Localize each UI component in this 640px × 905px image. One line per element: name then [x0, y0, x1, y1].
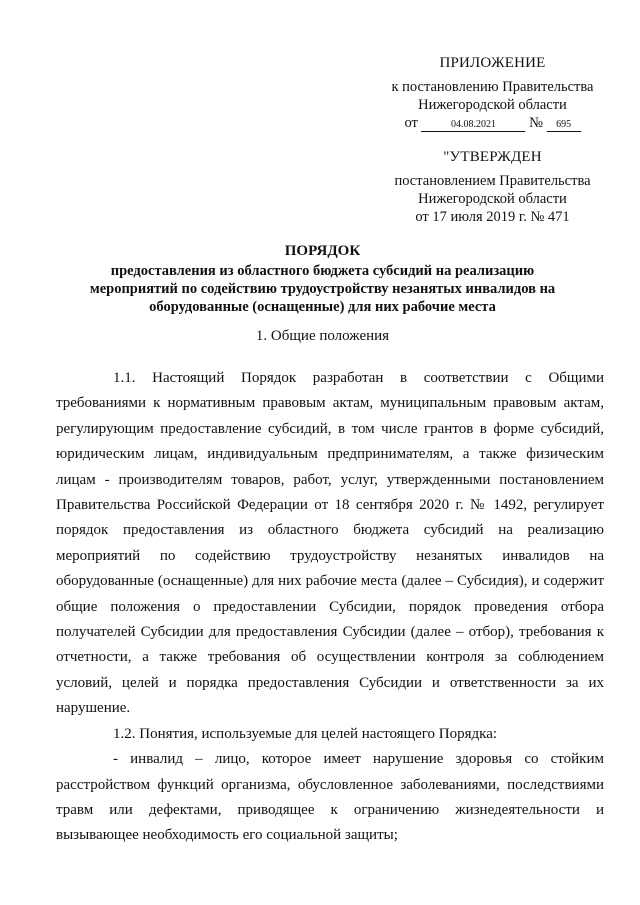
title-line-3: оборудованные (оснащенные) для них рабочие места	[149, 299, 496, 315]
from-label: от	[404, 115, 418, 131]
approved-line-1: постановлением Правительства	[394, 173, 591, 189]
appendix-date-line	[370, 114, 615, 132]
section-heading: 1. Общие положения	[255, 328, 390, 344]
appendix-heading: ПРИЛОЖЕНИЕ	[439, 55, 546, 71]
resolution-date: 04.08.2021	[421, 119, 525, 132]
number-label: №	[529, 115, 543, 131]
resolution-number: 695	[547, 119, 581, 132]
paragraph-1-2: 1.2. Понятия, используемые для целей настоящего Порядка:	[113, 725, 498, 742]
title-line-1: предоставления из областного бюджета субсидий на реализацию	[110, 263, 535, 279]
paragraph-1-1: 1.1. Настоящий Порядок разработан в соответствии с Общими требованиями к нормативным правовым актам, муниципальным правовым актам, регулирующим предоставление субсидий, в том числе грантов в форме субсидий, юридическим лицам, индивидуальным предпринимателям, а также физическим лицам - производителям товаров, работ, услуг, утвержденными постановлением Правительства Российской Федерации от 18 сентября 2020 г. № 1492, регулирует порядок предоставления из областного бюджета субсидий на реализацию мероприятий по содействию трудоустройству незанятых инвалидов на оборудованные (оснащенные) для них рабочие места (далее – Субсидия), и содержит общие положения о предоставлении Субсидии, порядок проведения отбора получателей Субсидии для предоставления Субсидии (далее – отбор), требования к отчетности, а также требования об осуществлении контроля за соблюдением условий, целей и порядка предоставления Субсидии и ответственности за их нарушение.	[56, 370, 604, 717]
appendix-line-2: Нижегородской области	[418, 97, 567, 113]
approved-line-3: от 17 июля 2019 г. № 471	[415, 209, 570, 225]
title-main: ПОРЯДОК	[284, 243, 361, 259]
approved-line-2: Нижегородской области	[418, 191, 567, 207]
paragraph-definition-disabled: - инвалид – лицо, которое имеет нарушение здоровья со стойким расстройством функций организма, обусловленное заболеваниями, последствиями травм или дефектами, приводящее к ограничению жизнедеятельности и вызывающее необходимость его социальной защиты;	[56, 751, 604, 844]
approved-block	[370, 148, 615, 226]
title-line-2: мероприятий по содействию трудоустройству незанятых инвалидов на	[89, 281, 556, 297]
document-title	[40, 242, 605, 316]
body-text	[56, 366, 604, 849]
approved-heading: "УТВЕРЖДЕН	[443, 149, 542, 165]
appendix-line-1: к постановлению Правительства	[391, 79, 594, 95]
appendix-block	[370, 54, 615, 132]
